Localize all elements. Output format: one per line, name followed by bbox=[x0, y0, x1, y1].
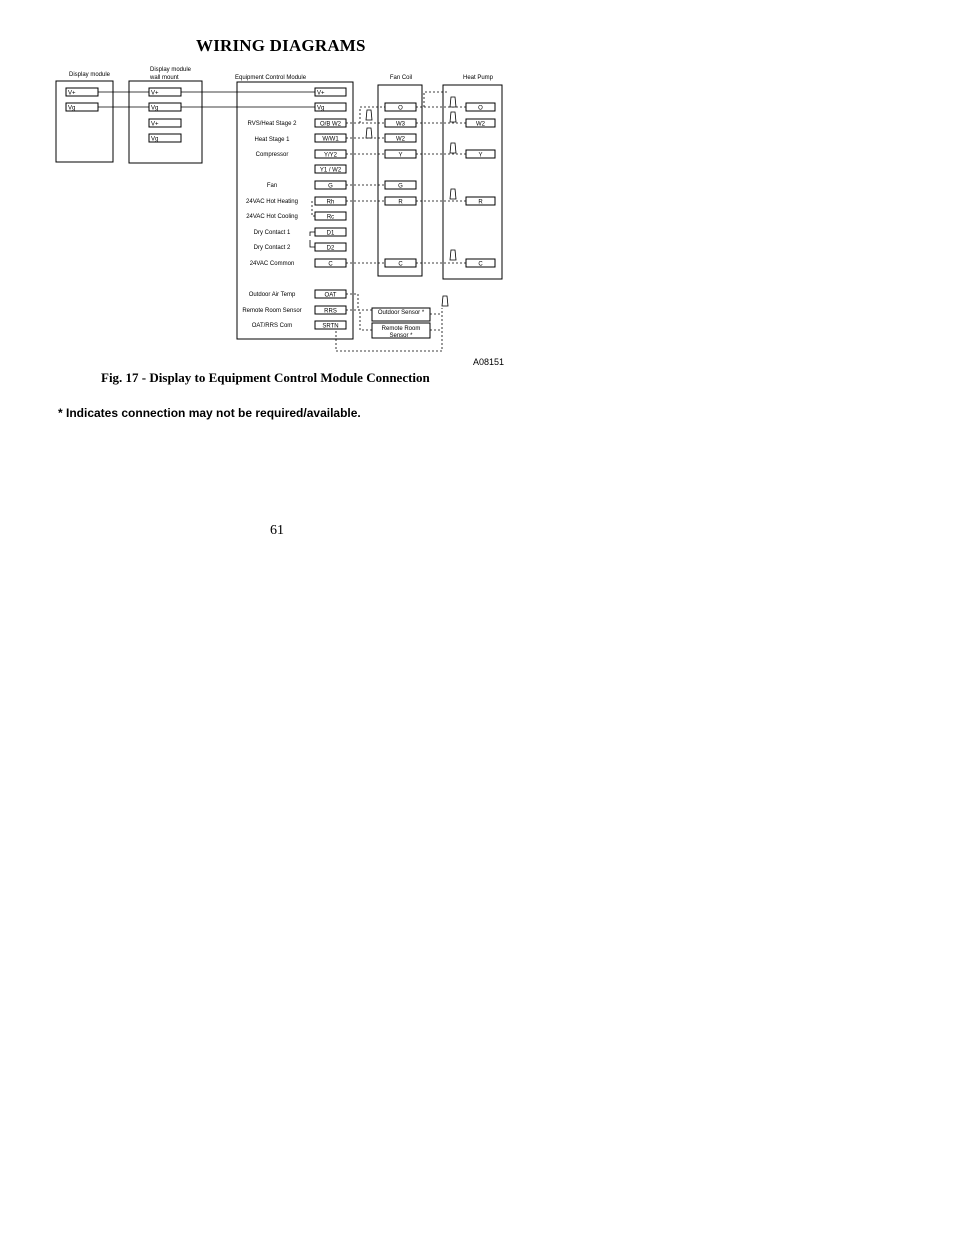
remote-sensor-label-2: Sensor * bbox=[389, 333, 413, 339]
ecm-label-10: Remote Room Sensor bbox=[242, 308, 302, 314]
display-module-terminal-0-label: V+ bbox=[68, 90, 76, 97]
fan-coil-terminal-2-label: W2 bbox=[396, 136, 405, 143]
wiring-diagram bbox=[0, 0, 954, 400]
remote-sensor-label-1: Remote Room bbox=[381, 326, 421, 332]
wall-mount-title-2: wall mount bbox=[150, 75, 179, 81]
dry-contact-2 bbox=[310, 240, 315, 247]
fan-coil-terminal-4-label: G bbox=[398, 183, 403, 190]
heat-pump-terminal-1-label: W2 bbox=[476, 121, 485, 128]
heat-pump-title: Heat Pump bbox=[462, 75, 494, 81]
wall-mount-terminal-2-label: V+ bbox=[151, 121, 159, 128]
ecm-label-6: Dry Contact 1 bbox=[253, 230, 291, 236]
ecm-terminal-5-label: Y1 / W2 bbox=[319, 167, 342, 174]
ecm-label-11: OAT/RRS Com bbox=[251, 323, 293, 329]
module-boxes bbox=[56, 67, 502, 339]
ecm-terminal-0-label: V+ bbox=[317, 90, 325, 97]
dry-contact-1 bbox=[310, 232, 315, 236]
ecm-label-3: Fan bbox=[266, 183, 278, 189]
ecm-terminal-14-label: SRTN bbox=[322, 323, 339, 330]
wire-nut-hp-0 bbox=[450, 97, 456, 107]
ecm-terminal-11-label: C bbox=[328, 261, 333, 268]
wire-nut-fc-1 bbox=[366, 128, 372, 138]
ecm-terminal-7-label: Rh bbox=[326, 199, 335, 206]
ecm-title: Equipment Control Module bbox=[235, 75, 307, 81]
fan-coil-title: Fan Coil bbox=[389, 75, 413, 81]
ecm-label-4: 24VAC Hot Heating bbox=[246, 199, 298, 205]
ecm-terminal-13-label: RRS bbox=[324, 308, 337, 315]
ecm-terminal-2-label: O/B W2 bbox=[319, 121, 342, 128]
ecm-terminal-1-label: Vg bbox=[317, 105, 325, 112]
fan-coil-terminal-3-label: Y bbox=[398, 152, 403, 159]
ecm-label-9: Outdoor Air Temp bbox=[248, 292, 296, 298]
heat-pump-terminal-4-label: C bbox=[478, 261, 483, 268]
fan-coil-terminal-5-label: R bbox=[398, 199, 403, 206]
wall-mount-terminal-1-label: Vg bbox=[151, 105, 159, 112]
ecm-label-5: 24VAC Hot Cooling bbox=[246, 214, 298, 220]
page-number: 61 bbox=[270, 523, 284, 538]
display-module-terminal-1-label: Vg bbox=[68, 105, 76, 112]
wire-ob-o bbox=[360, 107, 385, 123]
heat-pump-terminal-3-label: R bbox=[478, 199, 483, 206]
page-heading: WIRING DIAGRAMS bbox=[196, 36, 366, 55]
figure-caption: Fig. 17 - Display to Equipment Control Module Connection bbox=[101, 370, 430, 385]
heat-pump-terminal-0-label: O bbox=[478, 105, 483, 112]
outdoor-sensor-label: Outdoor Sensor * bbox=[377, 310, 425, 316]
wire-nut-hp-2 bbox=[450, 143, 456, 153]
ecm-label-7: Dry Contact 2 bbox=[253, 245, 291, 251]
fan-coil-terminal-1-label: W3 bbox=[396, 121, 405, 128]
ecm-terminal-4-label: Y/Y2 bbox=[323, 152, 338, 159]
availability-note: * Indicates connection may not be required/available. bbox=[58, 406, 361, 420]
wire-nut-fc-0 bbox=[366, 110, 372, 120]
wire-hp-o-top bbox=[424, 92, 449, 107]
wire-oat bbox=[346, 294, 372, 310]
ecm-label-8: 24VAC Common bbox=[249, 261, 295, 267]
wire-nut-sensor bbox=[442, 296, 448, 306]
ecm-terminal-12-label: OAT bbox=[324, 292, 337, 299]
wire-rrs bbox=[346, 310, 372, 330]
ecm-terminal-10-label: D2 bbox=[326, 245, 335, 252]
wire-nut-hp-1 bbox=[450, 112, 456, 122]
ecm-terminal-8-label: Rc bbox=[326, 214, 335, 221]
ecm-label-0: RVS/Heat Stage 2 bbox=[247, 121, 297, 127]
figure-id: A08151 bbox=[473, 357, 505, 367]
ecm-label-2: Compressor bbox=[255, 152, 289, 158]
fan-coil-terminal-6-label: C bbox=[398, 261, 403, 268]
ecm-label-1: Heat Stage 1 bbox=[254, 137, 290, 143]
ecm-terminal-3-label: W/W1 bbox=[322, 136, 339, 143]
fan-coil-terminal-0-label: O bbox=[398, 105, 403, 112]
wire-nut-hp-4 bbox=[450, 250, 456, 260]
ecm-terminal-9-label: D1 bbox=[326, 230, 335, 237]
heat-pump-terminal-2-label: Y bbox=[478, 152, 483, 159]
wall-mount-terminal-0-label: V+ bbox=[151, 90, 159, 97]
wall-mount-terminal-3-label: Vg bbox=[151, 136, 159, 143]
ecm-terminal-6-label: G bbox=[328, 183, 333, 190]
wall-mount-title-1: Display module bbox=[150, 67, 192, 73]
display-module-title: Display module bbox=[69, 72, 111, 78]
wire-nut-hp-3 bbox=[450, 189, 456, 199]
